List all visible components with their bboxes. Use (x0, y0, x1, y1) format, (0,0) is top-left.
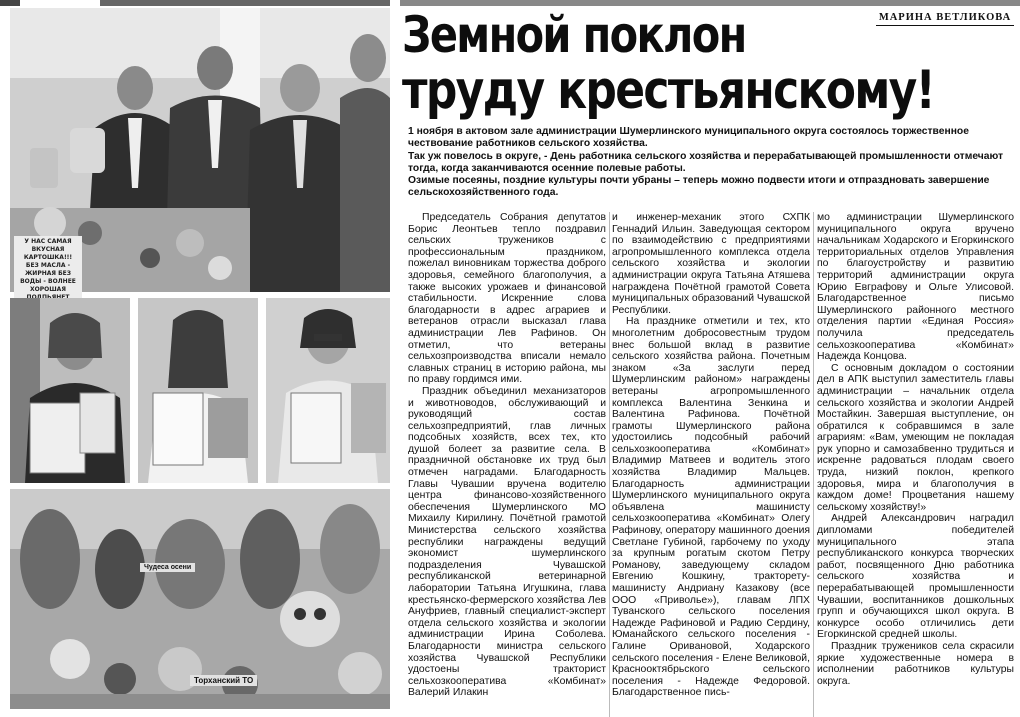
column-divider (609, 212, 610, 717)
headline-line-2: труду крестьянскому! (402, 60, 935, 121)
photo-recipient-3-scene (266, 298, 390, 483)
photo-award-recipient-3 (266, 298, 390, 483)
body-paragraph: Андрей Александрович наградил дипломами победителей муниципального этапа республиканского конкурса творческих работ, посвященного Дню работника сельского хозяйства и перерабатывающей промышленности Чувашии, воспитанников дошкольных групп и обучающихся школ округа. В конкурсе особо отличились дети Егоркинской средней школы. (817, 513, 1014, 641)
body-paragraph: На празднике отметили и тех, кто многолетним добросовестным трудом внес большой вклад в развитие сельского хозяйства района. Почетным знаком «За заслуги перед Шумерлинским районом» награждены ветераны агропромышленного комплекса Валентина Зенкина и Валентина Рафинова. Почётной грамоты Шумерлинского района удостоились подсобный рабочий сельхозкооператива «Комбинат» Владимир Матвеев и водитель этого хозяйства Владимир Мальцев. Благодарность администрации Шумерлинского муниципального округа объявлена машинисту сельхозкооператива «Комбинат» Олегу Рафинову, оператору машинного доения Светлане Губиной, гарбочему по уходу за крупным рогатым скотом Петру Романову, заведующему складом Евгению Кошкину, тракторету-машинисту Андриану Казакову (все ООО «Приволье»), главам ЛПХ Туванского сельского поселения Надежде Рафиновой и Радию Сердину, Юманайского сельского поселения - Галине Ориванoвой, Ходарского сельского поселения - Елене Великовой, Красноoктябрьского сельского поселения - Надежде Федоровой. Благодарственное пись- (612, 316, 810, 699)
top-strip-segment (100, 0, 390, 6)
body-paragraph: Праздник тружеников села скрасили яркие художественные номера в исполнении работников культуры округа. (817, 640, 1014, 687)
article-column-3 (817, 212, 1014, 717)
body-paragraph: и инженер-механик этого СХПК Геннадий Ильин. Заведующая сектором по взаимодействию с предприятиями агропромышленного комплекса отдела сельского хозяйства и экологии администрации округа Татьяна Атяшева награждена Почётной грамотой Совета муниципальных образований Чувашской Республики. (612, 212, 811, 316)
photo-award-recipient-1 (10, 298, 130, 483)
torkhan-sign: Торханский ТО (190, 675, 257, 686)
article-column-1 (408, 212, 606, 717)
column-divider (813, 212, 814, 717)
lead-paragraph: Озимые посеяны, поздние культуры почти убраны – теперь можно подвести итоги и отпраздновать завершение сельскохозяйственного года. (408, 175, 990, 199)
article-column-2 (612, 212, 810, 717)
body-paragraph: С основным докладом о состоянии дел в АПК выступил заместитель главы администрации – начальник отдела сельского хозяйства и экологии Андрей Мостайкин. Завершая выступление, он обратился к собравшимся в зале аграриям: «Вам, умеющим не покладая рук упорно и самозабвенно трудиться и искренне радоваться плодам своего труда, низкий поклон, крепкого здоровья, мира и благополучия в каждом доме! Процветания нашему сельскому хозяйству!» (817, 362, 1014, 513)
author-byline: МАРИНА ВЕТЛИКОВА (876, 12, 1014, 26)
body-paragraph: Праздник объединил механизаторов и животноводов, обслуживающий и руководящий состав сельхозпредприятий, глав личных подсобных хозяйств, всех тех, кто душой болеет за развитие села. В праздничной обстановке их труд был отмечен наградами. Благодарность Главы Чувашии вручена водителю центра финансово-хозяйственного обеспечения Шумерлинского МО Михаилу Кирилину. Почётной грамотой Министерства сельского хозяйства республики награждены ведущий экономист шумерлинского подразделения Чувашской республиканской ветеринарной лаборатории Татьяна Игушкина, глава крестьянско-фермерского хозяйства Лев Ануфриев, главный специалист-эксперт отдела сельского хозяйства и экологии администрации Ирина Соболева. Благодарности министра сельского хозяйства Чувашской Республики удостоены тракторист сельхозкооператива «Комбинат» Валерий Илакин (408, 385, 606, 699)
potato-sign: У НАС САМАЯ ВКУСНАЯ КАРТОШКА!!! БЕЗ МАСЛА - ЖИРНАЯ БЕЗ ВОДЫ - ВОЛНЕЕ ХОРОШАЯ (14, 236, 82, 320)
photo-recipient-1-scene (10, 298, 130, 483)
autumn-wonders-sign: Чудеса осени (140, 563, 195, 572)
lead-paragraph: 1 ноября в актовом зале администрации Шумерлинского муниципального округа состоялось торжественное чествование работников сельского хозяйства. (408, 126, 969, 150)
photo-award-recipient-2 (138, 298, 258, 483)
headline-line-1: Земной поклон (402, 6, 746, 64)
photo-officials-at-exhibition (10, 8, 390, 292)
photo-recipient-2-scene (138, 298, 258, 483)
top-strip-segment (0, 0, 20, 6)
lead-paragraph: Так уж повелось в округе, - День работника сельского хозяйства и перерабатывающей промышленности отмечают тогда, когда заканчиваются осенние полевые работы. (408, 150, 1004, 174)
photo-harvest-exhibition (10, 489, 390, 709)
article-lead (408, 126, 1014, 200)
body-paragraph: Председатель Собрания депутатов Борис Леонтьев тепло поздравил сельских тружеников с профессиональным праздником, пожелал виновникам торжества доброго здоровья, семейного благополучия, а также высоких урожаев и финансовой стабильности. Искренние слова благодарности в адрес аграриев и ветеранов отрасли высказал глава администрации Лев Рафинов. Он отметил, что ветераны сельхозпроизводства вписали немало славных страниц в историю района, мы по праву гордимся ими. (408, 212, 606, 386)
body-paragraph: мо администрации Шумерлинского муниципального округа вручено начальникам Ходарского и Егоркинского территориальных отделов Управления по благоустройству и развитию территорий администрации округа Юрию Евграфову и Ольге Улисовой. Благодарственное письмо Шумерлинского районного местного отделения партии «Единая Россия» получила председатель сельхозкооператива «Комбинат» Надежда Концова. (817, 212, 1014, 363)
